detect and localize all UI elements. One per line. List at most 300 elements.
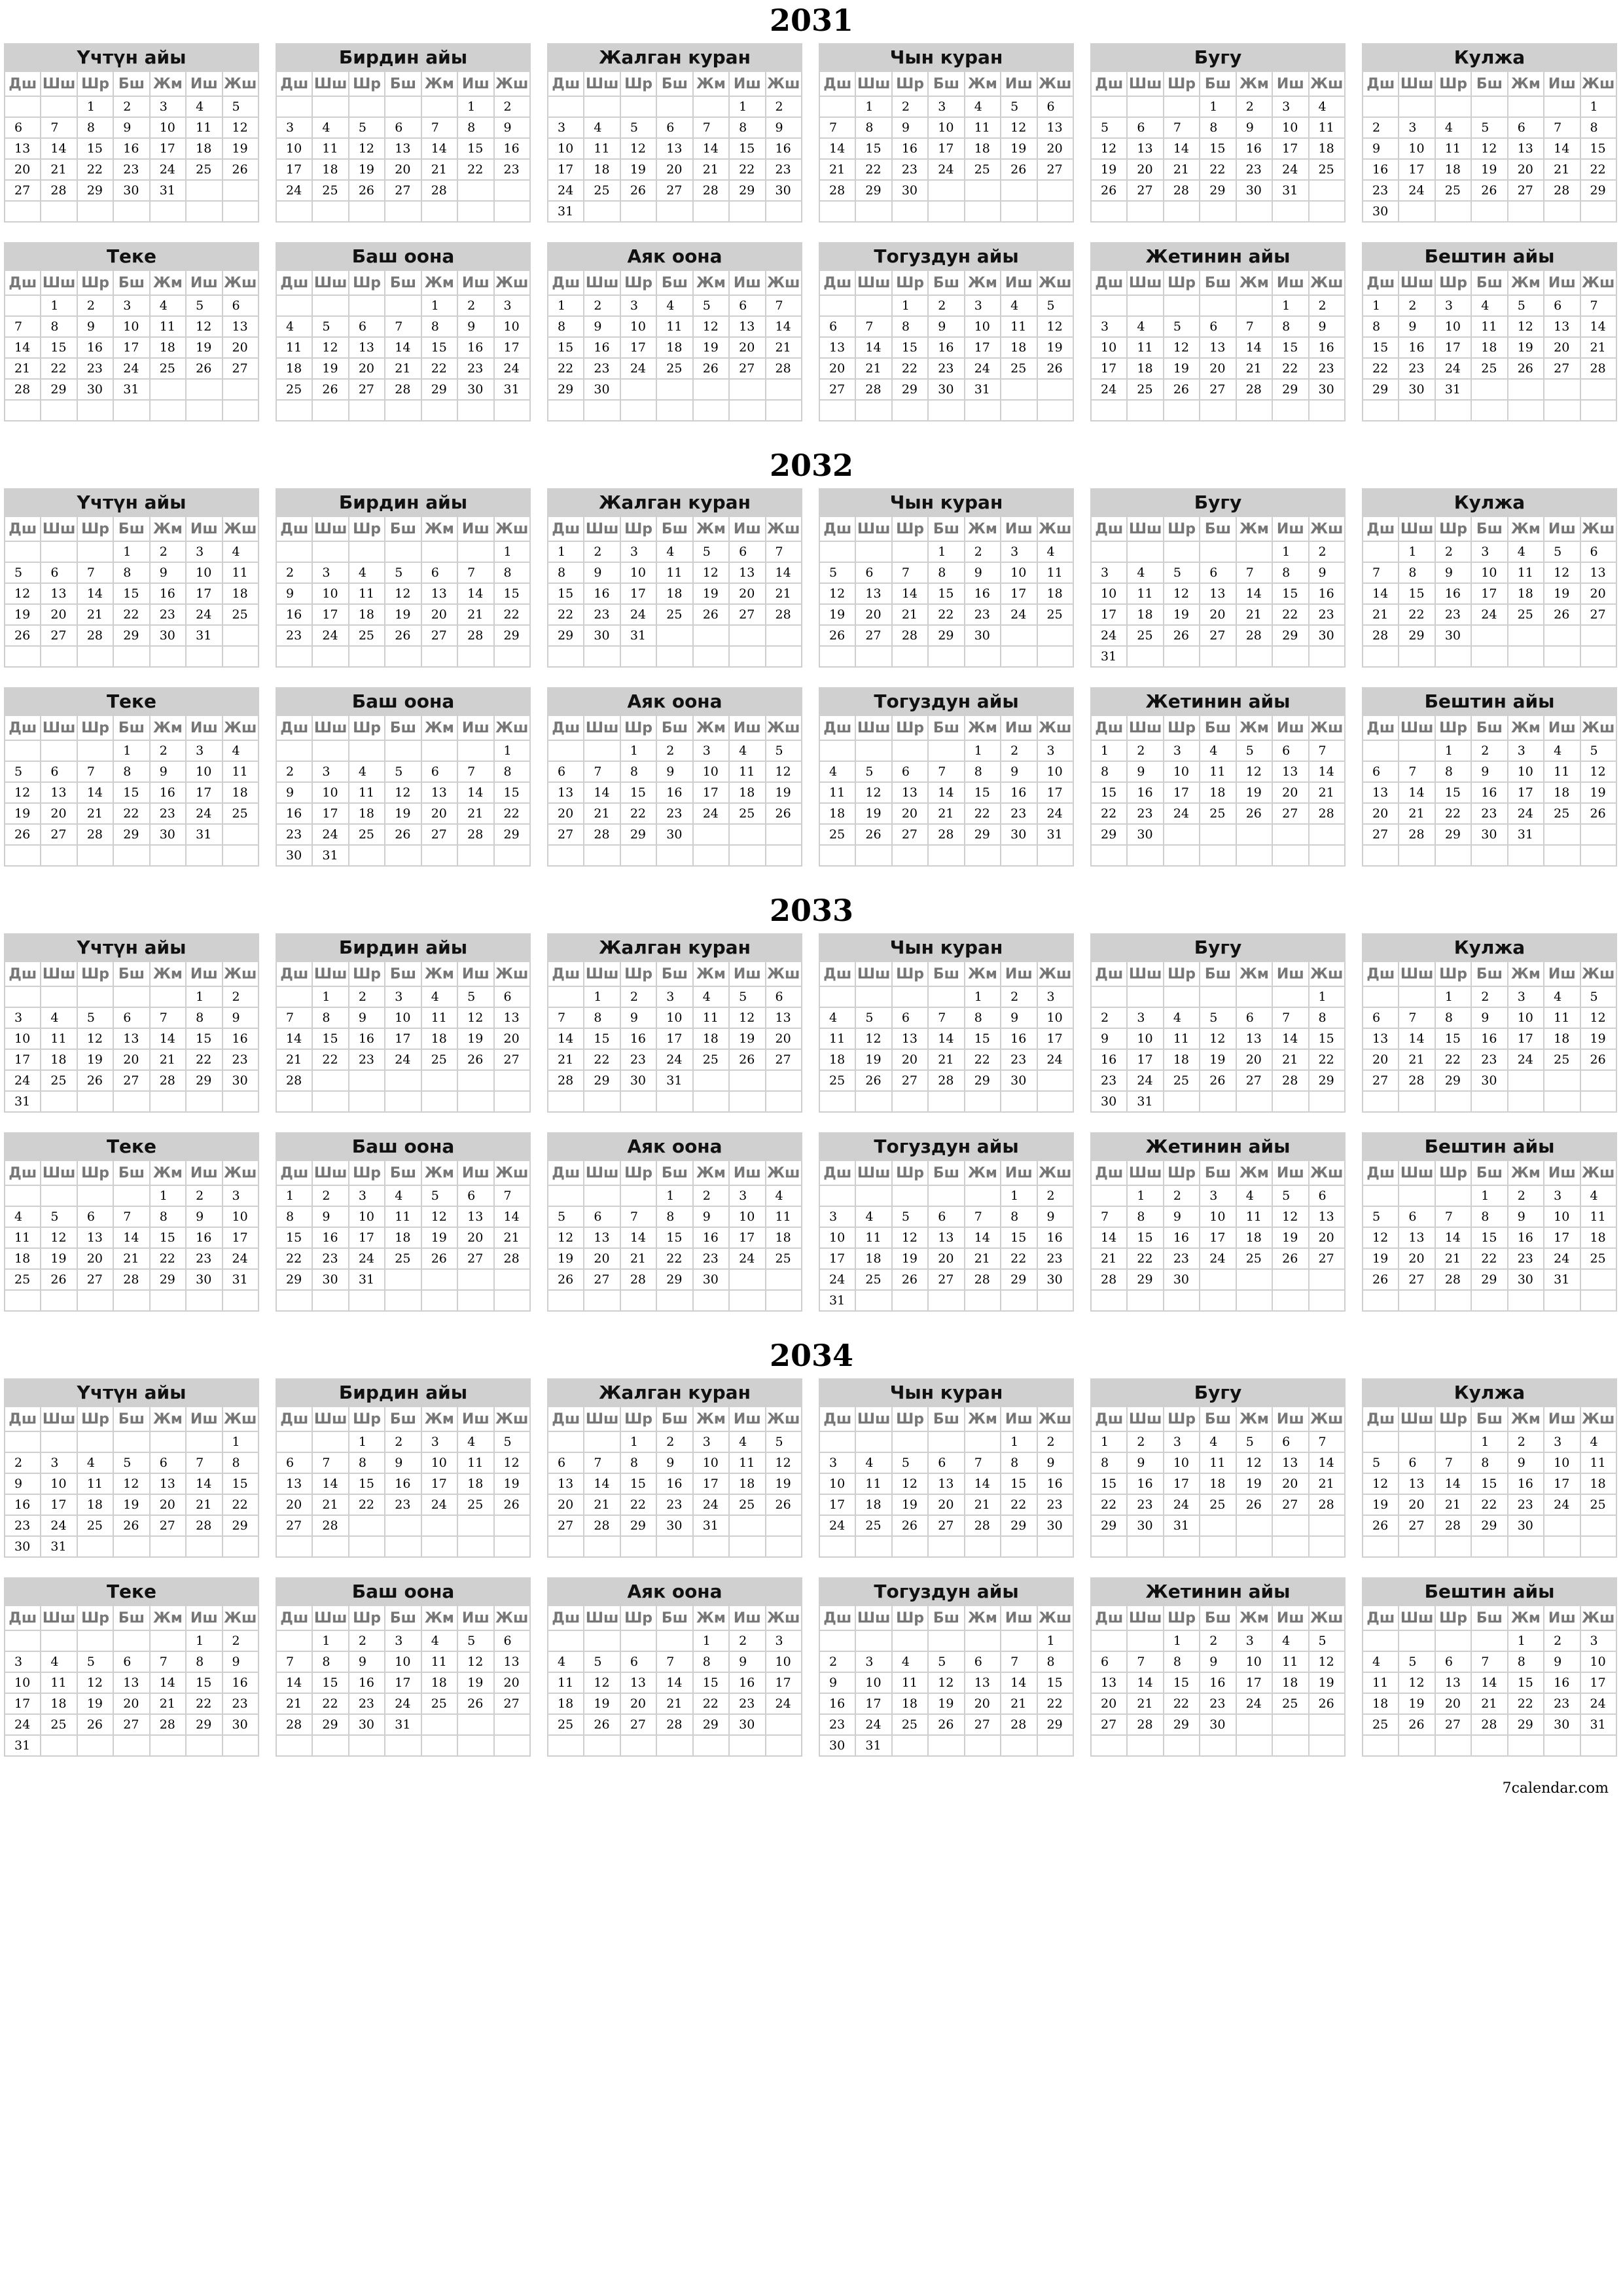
day-cell <box>1471 1536 1507 1557</box>
day-cell <box>892 1290 928 1311</box>
day-cell <box>892 201 928 222</box>
day-cell: 25 <box>855 1269 891 1290</box>
day-cell: 2 <box>494 96 530 117</box>
day-cell: 7 <box>819 117 855 138</box>
day-cell <box>457 1515 493 1536</box>
day-cell: 14 <box>855 337 891 358</box>
day-cell <box>766 646 802 667</box>
day-cell: 5 <box>1001 96 1037 117</box>
day-cell <box>186 1735 222 1756</box>
day-cell: 11 <box>584 138 620 159</box>
day-cell: 1 <box>150 1185 186 1206</box>
month-block <box>1362 687 1617 867</box>
day-cell: 2 <box>276 761 312 782</box>
day-cell: 11 <box>1471 316 1507 337</box>
day-cell: 9 <box>729 1651 765 1672</box>
week-row <box>548 646 802 667</box>
day-cell: 28 <box>385 379 421 400</box>
day-cell: 8 <box>1435 761 1471 782</box>
day-cell: 5 <box>186 295 222 316</box>
day-cell: 3 <box>5 1007 41 1028</box>
day-cell: 24 <box>656 1049 692 1070</box>
day-cell: 22 <box>693 1693 729 1714</box>
day-cell <box>150 1290 186 1311</box>
week-row <box>548 316 802 337</box>
day-cell: 4 <box>1544 986 1580 1007</box>
day-cell: 14 <box>928 782 964 803</box>
week-row <box>1091 1185 1345 1206</box>
day-cell: 10 <box>965 316 1001 337</box>
day-cell: 19 <box>584 1693 620 1714</box>
day-cell: 12 <box>1164 583 1200 604</box>
day-cell: 19 <box>892 1248 928 1269</box>
day-cell: 15 <box>965 782 1001 803</box>
month-block <box>1090 1577 1346 1757</box>
day-cell <box>548 1091 584 1112</box>
day-cell: 7 <box>186 1452 222 1473</box>
day-cell: 27 <box>150 1515 186 1536</box>
day-cell: 15 <box>1580 138 1616 159</box>
day-cell <box>5 96 41 117</box>
day-cell: 2 <box>584 541 620 562</box>
day-cell: 1 <box>1091 740 1127 761</box>
day-cell <box>457 400 493 421</box>
day-cell: 2 <box>77 295 113 316</box>
day-cell: 23 <box>1544 1693 1580 1714</box>
day-cell: 28 <box>5 379 41 400</box>
day-cell: 3 <box>186 541 222 562</box>
weekday-header: Шш <box>855 271 891 295</box>
day-cell: 27 <box>1236 1070 1272 1091</box>
day-cell: 26 <box>1091 180 1127 201</box>
day-cell: 2 <box>186 1185 222 1206</box>
day-cell: 1 <box>457 96 493 117</box>
day-cell: 6 <box>1399 1452 1435 1473</box>
day-cell: 4 <box>41 1007 77 1028</box>
day-cell: 27 <box>113 1714 149 1735</box>
week-row <box>5 1735 259 1756</box>
weekday-header: Шш <box>1399 271 1435 295</box>
day-cell: 29 <box>421 379 457 400</box>
day-cell: 28 <box>150 1070 186 1091</box>
day-cell: 2 <box>150 541 186 562</box>
weekday-header: Дш <box>5 271 41 295</box>
day-cell <box>1037 625 1073 646</box>
day-cell: 24 <box>819 1515 855 1536</box>
day-cell: 3 <box>113 295 149 316</box>
weekday-header: Бш <box>113 517 149 541</box>
day-cell: 15 <box>349 1473 385 1494</box>
day-cell: 21 <box>385 358 421 379</box>
day-cell: 22 <box>1435 803 1471 824</box>
day-cell: 29 <box>312 1714 348 1735</box>
day-cell <box>729 201 765 222</box>
day-cell: 22 <box>41 358 77 379</box>
day-cell <box>1037 201 1073 222</box>
day-cell: 24 <box>1580 1693 1616 1714</box>
weekday-header: Дш <box>1091 72 1127 96</box>
day-cell <box>312 400 348 421</box>
day-cell: 23 <box>1001 803 1037 824</box>
day-cell <box>965 845 1001 866</box>
day-cell: 17 <box>965 337 1001 358</box>
week-row <box>548 1248 802 1269</box>
week-row <box>819 337 1073 358</box>
weekday-header: Дш <box>5 1161 41 1185</box>
weekday-header: Бш <box>928 72 964 96</box>
day-cell <box>548 1735 584 1756</box>
day-cell: 1 <box>1363 295 1399 316</box>
day-cell <box>1272 1091 1308 1112</box>
day-cell: 3 <box>186 740 222 761</box>
day-cell: 6 <box>1037 96 1073 117</box>
day-cell: 30 <box>1508 1269 1544 1290</box>
day-cell <box>548 1185 584 1206</box>
day-cell: 3 <box>1164 1431 1200 1452</box>
day-cell: 9 <box>113 117 149 138</box>
day-cell <box>928 1630 964 1651</box>
day-cell <box>385 541 421 562</box>
day-cell: 29 <box>1363 379 1399 400</box>
day-cell <box>1309 180 1345 201</box>
day-cell: 8 <box>548 562 584 583</box>
day-cell: 27 <box>1399 1269 1435 1290</box>
week-row <box>276 180 530 201</box>
day-cell: 21 <box>1363 604 1399 625</box>
week-row <box>548 845 802 866</box>
day-cell: 31 <box>1435 379 1471 400</box>
day-cell <box>1471 1735 1507 1756</box>
day-cell <box>1580 379 1616 400</box>
week-row <box>819 1227 1073 1248</box>
day-cell: 9 <box>1309 316 1345 337</box>
day-cell: 28 <box>584 824 620 845</box>
day-cell <box>855 1536 891 1557</box>
week-row <box>1363 1227 1616 1248</box>
day-cell: 6 <box>1435 1651 1471 1672</box>
day-cell: 13 <box>819 337 855 358</box>
day-cell: 20 <box>1544 337 1580 358</box>
day-cell <box>1272 986 1308 1007</box>
week-row <box>1091 1714 1345 1735</box>
day-cell: 18 <box>1164 1049 1200 1070</box>
day-cell: 10 <box>1399 138 1435 159</box>
day-cell <box>41 201 77 222</box>
day-cell <box>1580 1515 1616 1536</box>
day-cell: 20 <box>113 1049 149 1070</box>
day-cell: 28 <box>548 1070 584 1091</box>
day-cell <box>349 646 385 667</box>
day-cell: 10 <box>186 761 222 782</box>
day-cell: 3 <box>656 986 692 1007</box>
day-cell: 1 <box>494 740 530 761</box>
day-cell: 17 <box>1508 1028 1544 1049</box>
day-cell: 19 <box>5 803 41 824</box>
weekday-header: Иш <box>186 517 222 541</box>
day-cell <box>150 1431 186 1452</box>
weekday-header: Иш <box>1001 271 1037 295</box>
week-row <box>1091 1672 1345 1693</box>
day-cell: 2 <box>1127 1431 1163 1452</box>
day-cell: 16 <box>1164 1227 1200 1248</box>
day-cell: 6 <box>1236 1007 1272 1028</box>
day-cell: 5 <box>1471 117 1507 138</box>
month-block <box>1090 1378 1346 1558</box>
day-cell <box>693 1290 729 1311</box>
weekday-header: Иш <box>457 517 493 541</box>
day-cell: 5 <box>349 117 385 138</box>
day-cell: 9 <box>1363 138 1399 159</box>
day-cell <box>729 1735 765 1756</box>
weekday-header: Жш <box>223 271 259 295</box>
day-cell: 25 <box>819 1070 855 1091</box>
month-block <box>1090 1132 1346 1312</box>
day-cell <box>5 986 41 1007</box>
day-cell: 15 <box>77 138 113 159</box>
day-cell: 10 <box>1544 1206 1580 1227</box>
day-cell: 22 <box>1363 358 1399 379</box>
day-cell: 7 <box>766 541 802 562</box>
day-cell <box>1580 201 1616 222</box>
month-title: Үчтүн айы <box>4 933 259 962</box>
day-cell: 9 <box>965 562 1001 583</box>
day-cell <box>1236 1290 1272 1311</box>
day-cell: 12 <box>5 583 41 604</box>
weekday-header: Дш <box>819 72 855 96</box>
day-cell: 1 <box>421 295 457 316</box>
weekday-header: Жш <box>766 517 802 541</box>
day-cell: 8 <box>1471 1206 1507 1227</box>
day-cell: 25 <box>1309 159 1345 180</box>
day-cell: 13 <box>1272 761 1308 782</box>
day-cell: 10 <box>349 1206 385 1227</box>
day-cell <box>1037 646 1073 667</box>
week-row <box>1363 782 1616 803</box>
day-cell: 14 <box>1435 1227 1471 1248</box>
weekday-header: Дш <box>276 517 312 541</box>
day-cell: 6 <box>892 1007 928 1028</box>
day-cell: 25 <box>1471 358 1507 379</box>
day-cell: 13 <box>1363 782 1399 803</box>
day-cell: 5 <box>5 562 41 583</box>
weekday-header: Иш <box>457 271 493 295</box>
weekday-header: Жм <box>693 1606 729 1630</box>
day-cell <box>819 646 855 667</box>
day-cell: 31 <box>1091 646 1127 667</box>
day-cell: 28 <box>1091 1269 1127 1290</box>
day-cell <box>223 845 259 866</box>
day-cell <box>1399 1431 1435 1452</box>
day-cell <box>457 740 493 761</box>
day-cell: 13 <box>1544 316 1580 337</box>
day-cell: 25 <box>1544 1049 1580 1070</box>
week-row <box>548 761 802 782</box>
day-cell: 31 <box>41 1536 77 1557</box>
day-cell: 16 <box>349 1028 385 1049</box>
day-cell: 11 <box>855 1227 891 1248</box>
week-row <box>5 1630 259 1651</box>
day-cell <box>855 1185 891 1206</box>
day-cell: 28 <box>312 1515 348 1536</box>
day-cell: 13 <box>494 1651 530 1672</box>
week-row <box>819 201 1073 222</box>
day-cell <box>1508 1735 1544 1756</box>
day-cell: 22 <box>965 803 1001 824</box>
day-cell: 16 <box>620 1028 656 1049</box>
day-cell: 15 <box>1471 1227 1507 1248</box>
day-cell <box>1309 1515 1345 1536</box>
day-cell: 4 <box>548 1651 584 1672</box>
weekday-header: Жм <box>1508 716 1544 740</box>
month-title: Тогуздун айы <box>819 242 1074 271</box>
weekday-header: Жм <box>421 1161 457 1185</box>
day-cell: 8 <box>1001 1206 1037 1227</box>
day-cell <box>1001 1091 1037 1112</box>
day-cell: 14 <box>385 337 421 358</box>
day-cell: 18 <box>729 782 765 803</box>
day-cell: 23 <box>1001 1049 1037 1070</box>
day-cell: 10 <box>113 316 149 337</box>
weekday-header: Шр <box>77 72 113 96</box>
day-cell <box>1580 1735 1616 1756</box>
day-cell: 30 <box>223 1070 259 1091</box>
day-cell: 2 <box>584 295 620 316</box>
day-cell: 11 <box>1544 1007 1580 1028</box>
day-cell: 1 <box>1471 1431 1507 1452</box>
day-cell: 28 <box>928 824 964 845</box>
day-cell: 30 <box>1236 180 1272 201</box>
day-cell: 12 <box>1363 1473 1399 1494</box>
week-row <box>276 1494 530 1515</box>
day-cell: 10 <box>385 1651 421 1672</box>
day-cell <box>584 400 620 421</box>
day-cell: 4 <box>892 1651 928 1672</box>
day-cell: 11 <box>312 138 348 159</box>
day-cell: 13 <box>276 1473 312 1494</box>
month-grid <box>4 716 259 867</box>
week-row <box>5 1028 259 1049</box>
day-cell: 12 <box>312 337 348 358</box>
week-row <box>819 1651 1073 1672</box>
day-cell <box>892 646 928 667</box>
day-cell: 7 <box>1544 117 1580 138</box>
month-title: Аяк оона <box>547 687 802 716</box>
day-cell: 17 <box>186 583 222 604</box>
day-cell: 3 <box>1091 316 1127 337</box>
month-grid <box>276 1606 531 1757</box>
day-cell: 23 <box>620 1049 656 1070</box>
day-cell: 3 <box>1037 986 1073 1007</box>
week-row <box>276 1269 530 1290</box>
week-row <box>276 1672 530 1693</box>
day-cell: 17 <box>620 583 656 604</box>
weekday-header: Шш <box>1127 716 1163 740</box>
day-cell <box>1471 1290 1507 1311</box>
day-cell: 20 <box>494 1028 530 1049</box>
day-cell: 16 <box>457 337 493 358</box>
day-cell <box>1309 646 1345 667</box>
weekday-header: Шр <box>349 1606 385 1630</box>
week-row <box>1091 379 1345 400</box>
day-cell: 18 <box>41 1693 77 1714</box>
day-cell <box>41 740 77 761</box>
weekday-header: Иш <box>1272 517 1308 541</box>
day-cell: 12 <box>1272 1206 1308 1227</box>
day-cell <box>1399 986 1435 1007</box>
day-cell: 4 <box>1508 541 1544 562</box>
weekday-header: Жм <box>421 962 457 986</box>
weekday-header: Иш <box>457 72 493 96</box>
weekday-header: Жш <box>1580 1606 1616 1630</box>
day-cell: 28 <box>186 1515 222 1536</box>
day-cell: 23 <box>150 604 186 625</box>
day-cell: 9 <box>928 316 964 337</box>
day-cell: 15 <box>1091 782 1127 803</box>
weekday-header: Шр <box>77 1407 113 1431</box>
day-cell <box>349 1735 385 1756</box>
month-grid <box>547 271 802 422</box>
day-cell: 4 <box>1127 316 1163 337</box>
day-cell: 12 <box>5 782 41 803</box>
day-cell <box>1471 1630 1507 1651</box>
day-cell <box>693 1070 729 1091</box>
day-cell <box>729 1091 765 1112</box>
day-cell <box>349 845 385 866</box>
day-cell: 27 <box>548 1515 584 1536</box>
week-row <box>819 1693 1073 1714</box>
day-cell: 11 <box>276 337 312 358</box>
day-cell: 21 <box>892 604 928 625</box>
week-row <box>5 1248 259 1269</box>
day-cell: 20 <box>620 1693 656 1714</box>
day-cell: 13 <box>457 1206 493 1227</box>
weekday-header: Шр <box>349 716 385 740</box>
day-cell: 11 <box>41 1672 77 1693</box>
day-cell <box>494 1269 530 1290</box>
day-cell: 29 <box>276 1269 312 1290</box>
day-cell: 24 <box>494 358 530 379</box>
day-cell: 13 <box>421 583 457 604</box>
day-cell: 17 <box>1091 358 1127 379</box>
day-cell <box>729 824 765 845</box>
day-cell: 9 <box>1471 1007 1507 1028</box>
day-cell: 18 <box>1200 782 1236 803</box>
weekday-header: Иш <box>1001 72 1037 96</box>
weekday-header: Бш <box>1200 1161 1236 1185</box>
week-row <box>819 1007 1073 1028</box>
weekday-header: Жм <box>965 517 1001 541</box>
day-cell <box>819 96 855 117</box>
day-cell: 26 <box>457 1049 493 1070</box>
year-block-2032 <box>4 445 1619 890</box>
day-cell: 29 <box>1399 625 1435 646</box>
day-cell: 2 <box>1471 740 1507 761</box>
day-cell <box>186 201 222 222</box>
day-cell: 24 <box>1127 1070 1163 1091</box>
day-cell <box>1508 400 1544 421</box>
day-cell <box>421 1070 457 1091</box>
weekday-header: Шр <box>349 1407 385 1431</box>
day-cell: 23 <box>5 1515 41 1536</box>
day-cell: 23 <box>693 1248 729 1269</box>
weekday-header: Бш <box>385 72 421 96</box>
day-cell: 15 <box>186 1672 222 1693</box>
day-cell: 22 <box>1471 1494 1507 1515</box>
day-cell: 15 <box>150 1227 186 1248</box>
week-row <box>548 1070 802 1091</box>
day-cell: 21 <box>584 1494 620 1515</box>
day-cell: 14 <box>584 782 620 803</box>
